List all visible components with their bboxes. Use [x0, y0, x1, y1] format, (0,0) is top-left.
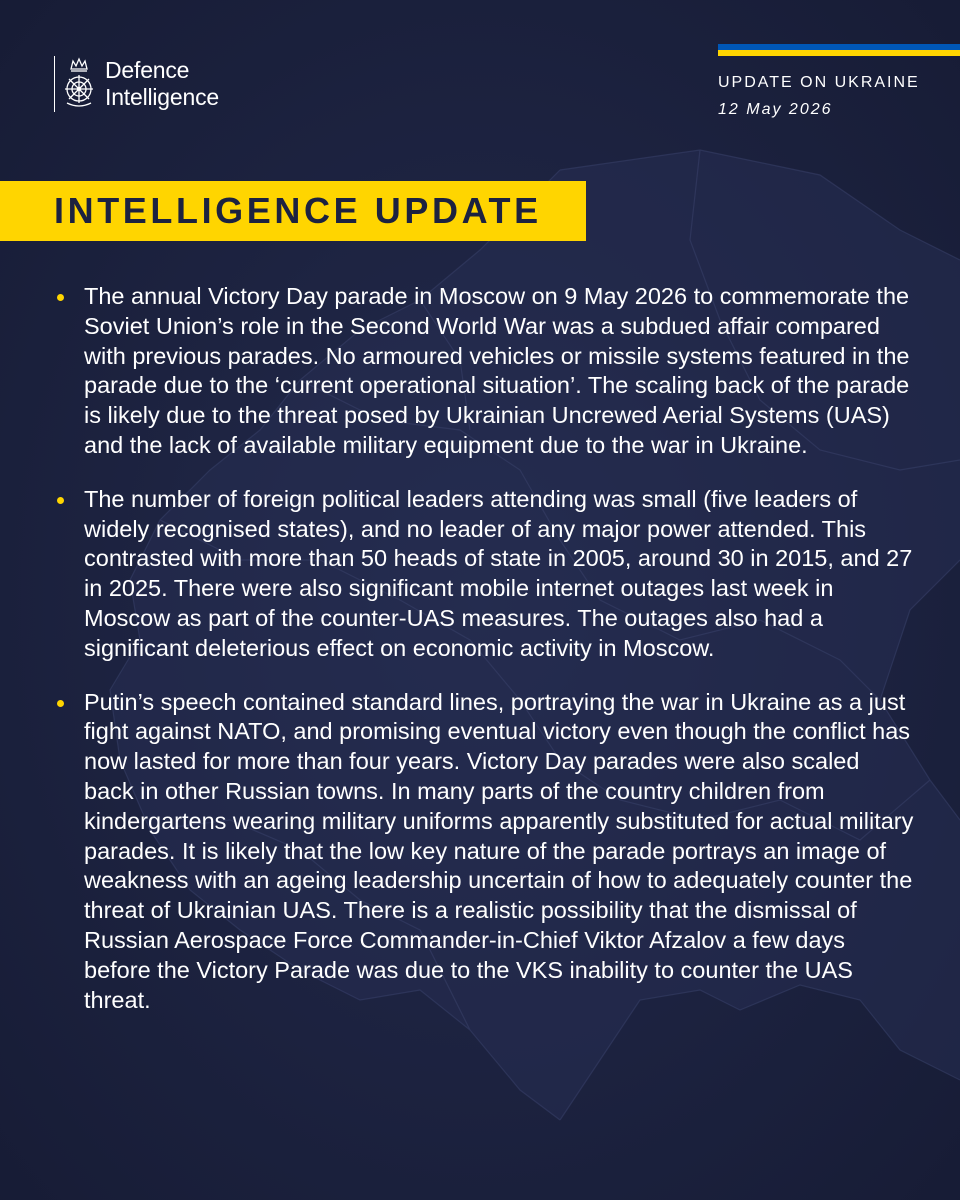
bullet-dot	[57, 497, 64, 504]
defence-intelligence-logo	[54, 56, 219, 112]
bullet-item	[54, 282, 914, 461]
title-banner	[0, 181, 586, 241]
ukraine-flag-stripe	[718, 44, 960, 56]
bullet-text: The annual Victory Day parade in Moscow on 9 May 2026 to commemorate the Soviet Union’s role in the Second World War was a subdued affair compared with previous parades. No armoured vehicles or missile systems featured in the parade due to the ‘current operational situation’. The scaling back of the parade is likely due to the threat posed by Ukrainian Uncrewed Aerial Systems (UAS) and the lack of available military equipment due to the war in Ukraine.	[84, 283, 910, 458]
update-date: 12 May 2026	[718, 101, 833, 118]
bullet-dot	[57, 700, 64, 707]
bullet-list	[54, 282, 914, 1039]
logo-text	[105, 57, 219, 111]
bullet-text: Putin’s speech contained standard lines, portraying the war in Ukraine as a just fight against NATO, and promising eventual victory even though the conflict has now lasted for more than four years. Victory Day parades were also scaled back in other Russian towns. In many parts of the country children from kindergartens wearing military uniforms apparently substituted for actual military parades. It is likely that the low key nature of the parade portrays an image of weakness with an ageing leadership uncertain of how to adequately counter the threat of Ukrainian UAS. There is a realistic possibility that the dismissal of Russian Aerospace Force Commander-in-Chief Viktor Afzalov a few days before the Victory Parade was due to the VKS inability to counter the UAS threat.	[84, 688, 914, 1013]
bullet-text: The number of foreign political leaders attending was small (five leaders of widely recognised states), and no leader of any major power attended. This contrasted with more than 50 heads of state in 2005, around 30 in 2015, and 27 in 2025. There were also significant mobile internet outages last week in Moscow as part of the counter-UAS measures. The outages also had a significant deleterious effect on economic activity in Moscow.	[84, 485, 913, 661]
banner-title: INTELLIGENCE UPDATE	[54, 190, 542, 231]
bullet-dot	[57, 294, 64, 301]
update-label: UPDATE ON UKRAINE	[718, 74, 920, 91]
org-name-line2: Intelligence	[105, 84, 219, 110]
royal-crest-icon	[61, 57, 97, 111]
bullet-item	[54, 485, 914, 664]
org-name-line1: Defence	[105, 57, 190, 83]
logo-divider	[54, 56, 55, 112]
flag-yellow-band	[718, 50, 960, 56]
bullet-item	[54, 688, 914, 1016]
